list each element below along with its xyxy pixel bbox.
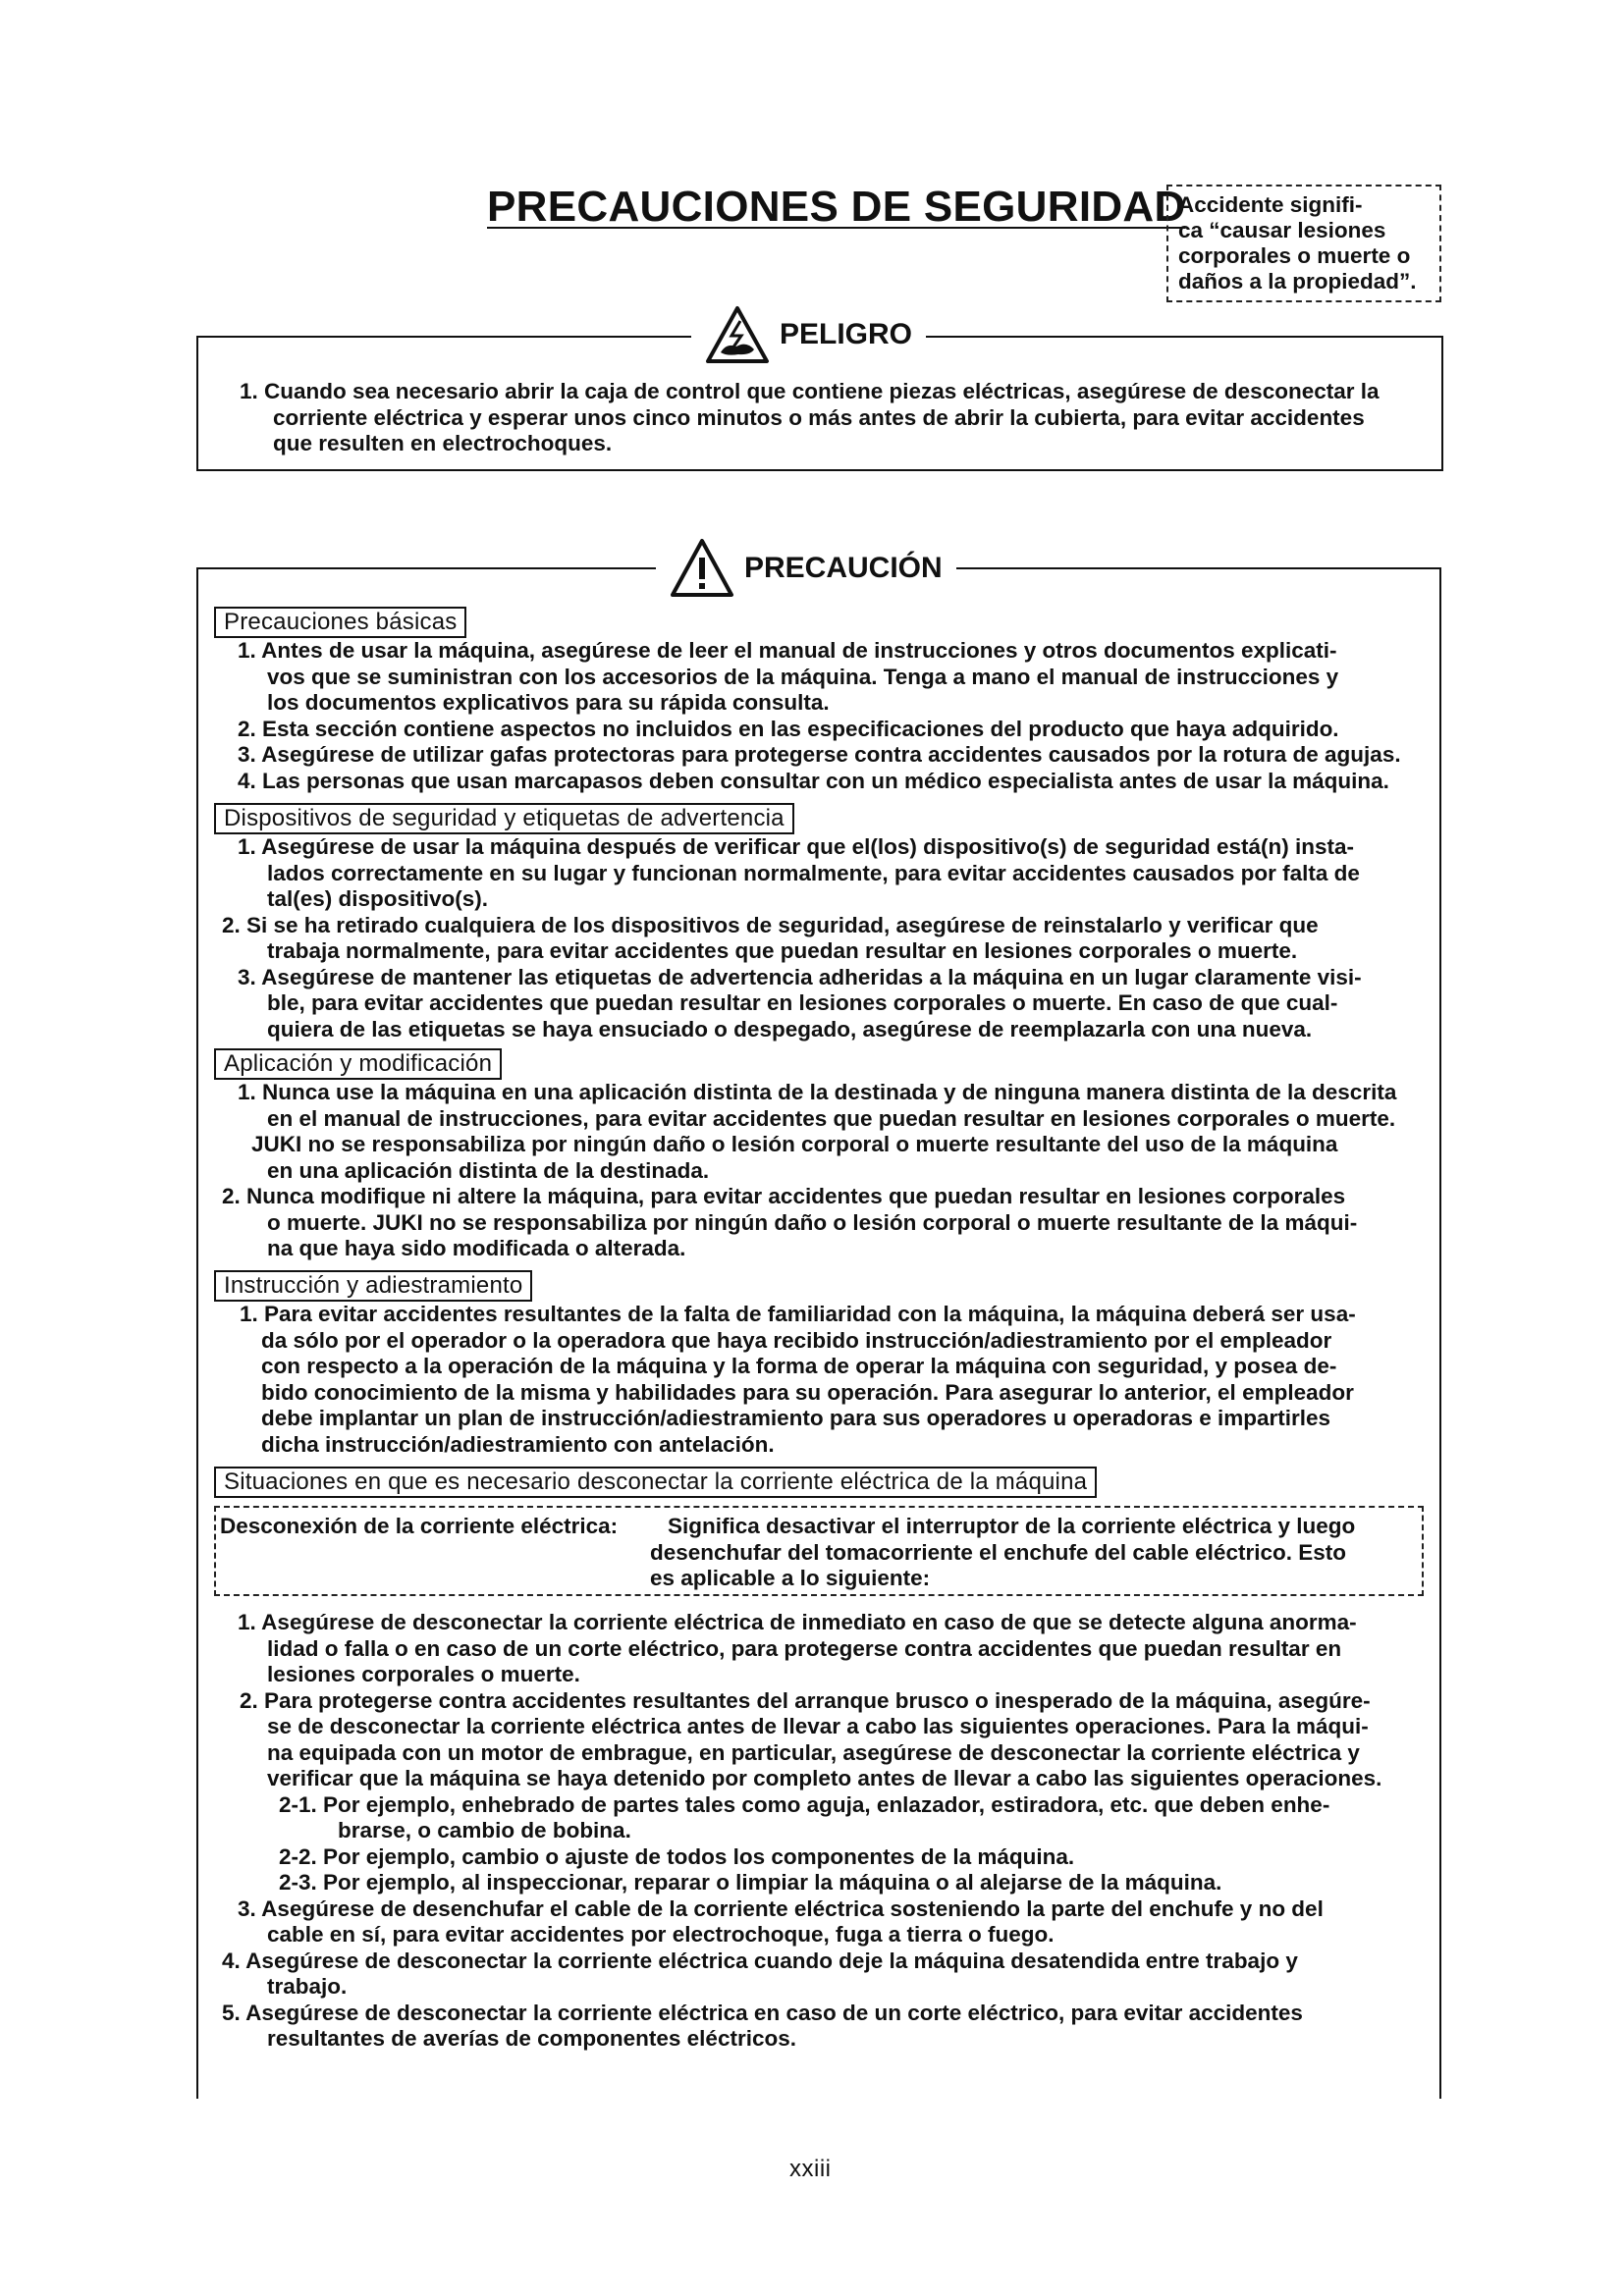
caution-heading [656,538,956,599]
caution-heading-label: PRECAUCIÓN [744,552,943,584]
definition-text [650,1514,1355,1592]
text-line: JUKI no se responsabiliza por ningún daño o lesión corporal o muerte resultante del uso de la máquina [251,1132,1338,1156]
note-line: Accidente signifi- [1178,192,1363,217]
text-line: cable en sí, para evitar accidentes por electrochoque, fuga a tierra o fuego. [267,1922,1055,1947]
text-line: con respecto a la operación de la máquina y la forma de operar la máquina con seguridad, y posea de- [261,1354,1337,1378]
text-line: desenchufar del tomacorriente el enchufe del cable eléctrico. Esto [650,1539,1346,1565]
text-line: debe implantar un plan de instrucción/adiestramiento para sus operadores u operadoras e impartirles [261,1406,1331,1430]
text-line: los documentos explicativos para su rápida consulta. [267,690,830,715]
text-line: 2-3. Por ejemplo, al inspeccionar, reparar o limpiar la máquina o al alejarse de la máquina. [279,1870,1222,1895]
text-line: Significa desactivar el interruptor de la corriente eléctrica y luego [668,1514,1356,1538]
section-power-disconnection-text [222,1610,1382,2053]
text-line: 5. Asegúrese de desconectar la corriente eléctrica en caso de un corte eléctrico, para evitar accidentes [222,2000,1303,2025]
page-number: xxiii [789,2156,832,2182]
text-line: na que haya sido modificada o alterada. [267,1236,686,1260]
text-line: 2. Si se ha retirado cualquiera de los dispositivos de seguridad, asegúrese de reinstalarlo y verificar que [222,912,1319,937]
danger-line: 1. Cuando sea necesario abrir la caja de control que contiene piezas eléctricas, asegúrese de desconectar la [240,379,1380,403]
text-line: 3. Asegúrese de desenchufar el cable de la corriente eléctrica sosteniendo la parte del enchufe y no del [238,1896,1324,1921]
section-training-text [240,1302,1356,1458]
section-title-safety-devices: Dispositivos de seguridad y etiquetas de advertencia [214,803,794,834]
text-line: brarse, o cambio de bobina. [338,1818,631,1842]
text-line: trabajo. [267,1974,348,1999]
text-line: 4. Las personas que usan marcapasos deben consultar con un médico especialista antes de usar la máquina. [238,768,1389,793]
section-title-basic-precautions: Precauciones básicas [214,607,466,638]
text-line: 1. Asegúrese de usar la máquina después de verificar que el(los) dispositivo(s) de seguridad está(n) insta- [238,834,1354,859]
note-line: ca “causar lesiones [1178,218,1386,242]
danger-line: corriente eléctrica y esperar unos cinco minutos o más antes de abrir la cubierta, para evitar accidentes [273,404,1365,430]
text-line: en una aplicación distinta de la destinada. [267,1157,710,1183]
text-line: 2. Nunca modifique ni altere la máquina, para evitar accidentes que puedan resultar en lesiones corporales [222,1184,1346,1208]
danger-heading-label: PELIGRO [780,318,913,350]
text-line: 1. Asegúrese de desconectar la corriente eléctrica de inmediato en caso de que se detecte alguna anorma- [238,1610,1357,1634]
text-line: tal(es) dispositivo(s). [267,886,489,911]
accident-definition-note [1166,185,1441,302]
danger-heading [691,305,926,364]
danger-text [240,379,1380,457]
section-basic-precautions-text [238,638,1401,794]
text-line: se de desconectar la corriente eléctrica antes de llevar a cabo las siguientes operaciones. Para la máqui- [267,1714,1369,1738]
text-line: 1. Antes de usar la máquina, asegúrese de leer el manual de instrucciones y otros documentos explicati- [238,638,1337,663]
danger-line: que resulten en electrochoques. [273,431,613,455]
text-line: 2. Para protegerse contra accidentes resultantes del arranque brusco o inesperado de la máquina, asegúre- [240,1687,1371,1713]
text-line: trabaja normalmente, para evitar accidentes que puedan resultar en lesiones corporales o muerte. [267,938,1298,963]
text-line: lesiones corporales o muerte. [267,1662,580,1686]
text-line: verificar que la máquina se haya detenido por completo antes de llevar a cabo las siguientes operaciones. [267,1766,1382,1790]
page-title: PRECAUCIONES DE SEGURIDAD [487,183,1186,231]
caution-warning-icon [670,538,734,599]
text-line: 4. Asegúrese de desconectar la corriente eléctrica cuando deje la máquina desatendida entre trabajo y [222,1948,1298,1973]
section-title-training: Instrucción y adiestramiento [214,1270,532,1302]
text-line: en el manual de instrucciones, para evitar accidentes que puedan resultar en lesiones corporales o muerte. [267,1105,1396,1131]
section-application-modification-text [222,1080,1397,1262]
text-line: da sólo por el operador o la operadora que haya recibido instrucción/adiestramiento por el empleador [261,1327,1332,1353]
text-line: resultantes de averías de componentes eléctricos. [267,2026,796,2051]
note-line: corporales o muerte o [1178,243,1411,268]
text-line: 2-2. Por ejemplo, cambio o ajuste de todos los componentes de la máquina. [279,1843,1075,1869]
definition-term: Desconexión de la corriente eléctrica: [220,1514,619,1538]
text-line: lados correctamente en su lugar y funcionan normalmente, para evitar accidentes causados por falta de [267,860,1360,885]
text-line: quiera de las etiquetas se haya ensuciado o despegado, asegúrese de reemplazarla con una nueva. [267,1016,1313,1041]
text-line: 1. Para evitar accidentes resultantes de la falta de familiaridad con la máquina, la máquina deberá ser usa- [240,1302,1356,1326]
text-line: es aplicable a lo siguiente: [650,1566,931,1590]
section-title-power-disconnection: Situaciones en que es necesario desconectar la corriente eléctrica de la máquina [214,1467,1097,1498]
text-line: bido conocimiento de la misma y habilidades para su operación. Para asegurar lo anterior, el empleador [261,1379,1354,1405]
text-line: lidad o falla o en caso de un corte eléctrico, para protegerse contra accidentes que puedan resultar en [267,1635,1342,1661]
electric-shock-warning-icon [705,305,770,364]
text-line: dicha instrucción/adiestramiento con antelación. [261,1431,775,1457]
section-title-application-modification: Aplicación y modificación [214,1048,502,1080]
text-line: 2. Esta sección contiene aspectos no incluidos en las especificaciones del producto que haya adquirido. [238,716,1339,741]
text-line: 3. Asegúrese de utilizar gafas protectoras para protegerse contra accidentes causados por la rotura de agujas. [238,742,1401,767]
text-line: 3. Asegúrese de mantener las etiquetas de advertencia adheridas a la máquina en un lugar claramente visi- [238,964,1362,989]
text-line: vos que se suministran con los accesorios de la máquina. Tenga a mano el manual de instrucciones y [267,664,1339,689]
text-line: 1. Nunca use la máquina en una aplicación distinta de la destinada y de ninguna manera distinta de la descrita [238,1080,1397,1104]
text-line: 2-1. Por ejemplo, enhebrado de partes tales como aguja, enlazador, estiradora, etc. que deben enhe- [279,1791,1330,1817]
text-line: o muerte. JUKI no se responsabiliza por ningún daño o lesión corporal o muerte resultante de la máqui- [267,1209,1358,1235]
text-line: ble, para evitar accidentes que puedan resultar en lesiones corporales o muerte. En caso de que cual- [267,990,1338,1015]
section-safety-devices-text [222,834,1362,1042]
note-line: daños a la propiedad”. [1178,269,1417,294]
text-line: na equipada con un motor de embrague, en particular, asegúrese de desconectar la corriente eléctrica y [267,1739,1360,1765]
